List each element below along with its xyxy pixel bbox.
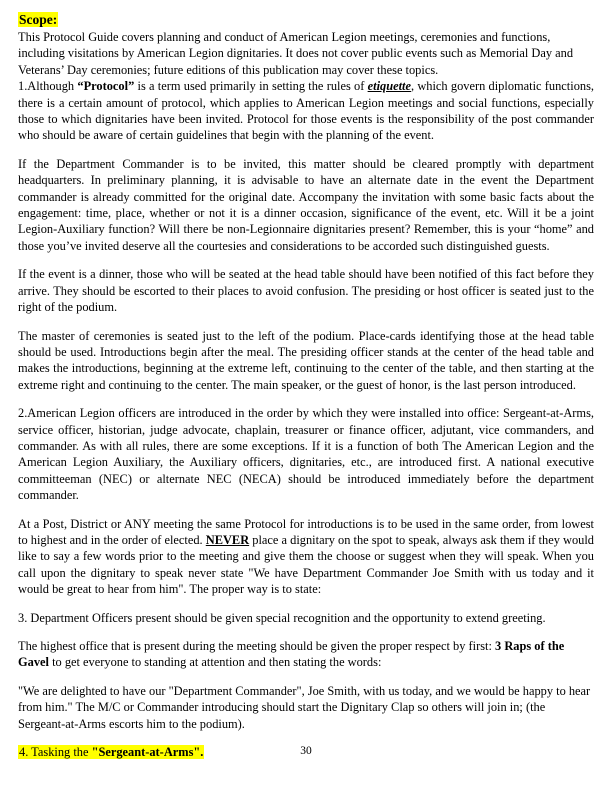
paragraph-dinner-seating <box>18 266 594 315</box>
gavel-raps-rest: to get everyone to standing at attention and then stating the words: <box>48 655 382 670</box>
officer-introduction-order-text: 2.American Legion officers are introduced in the order by which they were installed into office: Sergeant-at-Arms, service officer, historian, judge advocate, chaplain, treasurer or finance officer, adjutant, vice commanders, and commander. As with all rules, there are some exceptions. If it is a function of both The American Legion and the American Legion Auxiliary, the Auxiliary officers, dignitaries, etc., are introduced first. A national executive committeeman (NEC) or alternate NEC (NECA) should be introduced immediately before the department commander. <box>18 406 594 503</box>
paragraph-welcome-statement <box>18 683 594 732</box>
paragraph-protocol-definition <box>18 78 594 144</box>
department-commander-text: If the Department Commander is to be invited, this matter should be cleared promptly with department headquarters. In preliminary planning, it is advisable to have an alternate date in the event the Department commander is already committed for the original date. Accompany the invitation with some basic facts about the engagement: time, place, whether or not it is a dinner occasion, significance of the event, etc. Will it be a joint Legion-Auxiliary function? Will there be non-Legionnaire dignitaries present? Remember, this is your “home” and those you’ve invited deserve all the courtesies and considerations to be accorded such distinguished guests. <box>18 156 594 253</box>
paragraph-intro <box>18 29 594 78</box>
gavel-raps-prefix: The highest office that is present during the meeting should be given the proper respect by first: <box>18 639 496 653</box>
protocol-para-prefix: 1.Although <box>18 79 78 94</box>
protocol-para-rest: , which govern diplomatic functions, there is a certain amount of protocol, which applies to American Legion meetings and social functions, especially those to which dignitaries have been invited. Protocol for those events is the responsibility of the post commander who should be aware of certain guidelines that begin with the planning of the event. <box>18 79 595 143</box>
never-emphasis: NEVER <box>205 532 250 547</box>
never-rule-prefix: At a Post, District or ANY meeting the same Protocol for introductions is to be used in the same order, from lowest to highest and in the order of elected. <box>18 516 594 547</box>
protocol-bold-term: “Protocol” <box>77 79 135 94</box>
section-heading-label: Scope: <box>19 12 58 27</box>
page-footer <box>0 745 612 760</box>
document-body <box>18 12 594 760</box>
master-of-ceremonies-text: The master of ceremonies is seated just to the left of the podium. Place-cards identifying those at the head table should be used. Introductions begin after the meal. The presiding officer stands at the center of the head table and makes the introductions, beginning at the extreme left, continuing to the center of the table, and then starting at the extreme right and continuing to the center. The main speaker, or the guest of honor, is the last person introduced. <box>18 328 594 392</box>
paragraph-gavel-raps <box>18 638 594 671</box>
paragraph-officer-introduction-order <box>18 405 594 503</box>
welcome-statement-text: "We are delighted to have our "Department Commander", Joe Smith, with us today, and we would be happy to hear from him." The M/C or Commander introducing should start the Dignitary Clap so others will join in; (the Sergeant-at-Arms escorts him to the podium). <box>18 683 591 731</box>
paragraph-department-officers-recognition <box>18 610 594 626</box>
tasking-prefix: 4. Tasking the <box>19 745 92 760</box>
section-heading <box>18 12 594 28</box>
page-number: 30 <box>300 745 312 757</box>
protocol-para-mid: is a term used primarily in setting the rules of <box>134 79 368 94</box>
paragraph-never-rule <box>18 516 594 598</box>
etiquette-emphasis: etiquette <box>367 79 411 94</box>
never-rule-rest: place a dignitary on the spot to speak, always ask them if they would like to say a few words prior to the meeting and give them the choose or suggest when they will speak. When you call upon the dignitary to speak never state "We have Department Commander Joe Smith with us today and it would be great to hear from him". The proper way is to state: <box>18 532 594 597</box>
tasking-bold: "Sergeant-at-Arms". <box>91 745 204 760</box>
section-heading-text <box>18 12 58 27</box>
dinner-seating-text: If the event is a dinner, those who will be seated at the head table should have been notified of this fact before they arrive. They should be escorted to their places to avoid confusion. The presiding or host officer is seated just to the right of the podium. <box>18 267 594 315</box>
paragraph-department-commander <box>18 156 594 254</box>
paragraph-intro-text: This Protocol Guide covers planning and conduct of American Legion meetings, ceremonies and functions, including visitations by American Legion dignitaries. It does not cover public events such as Memorial Day and Veterans’ Day ceremonies; future editions of this publication may cover these topics. <box>18 30 574 77</box>
paragraph-master-of-ceremonies <box>18 328 594 394</box>
department-officers-recognition-text: 3. Department Officers present should be given special recognition and the opportunity to extend greeting. <box>18 610 546 625</box>
gavel-raps-bold: 3 Raps of the Gavel <box>18 639 565 670</box>
